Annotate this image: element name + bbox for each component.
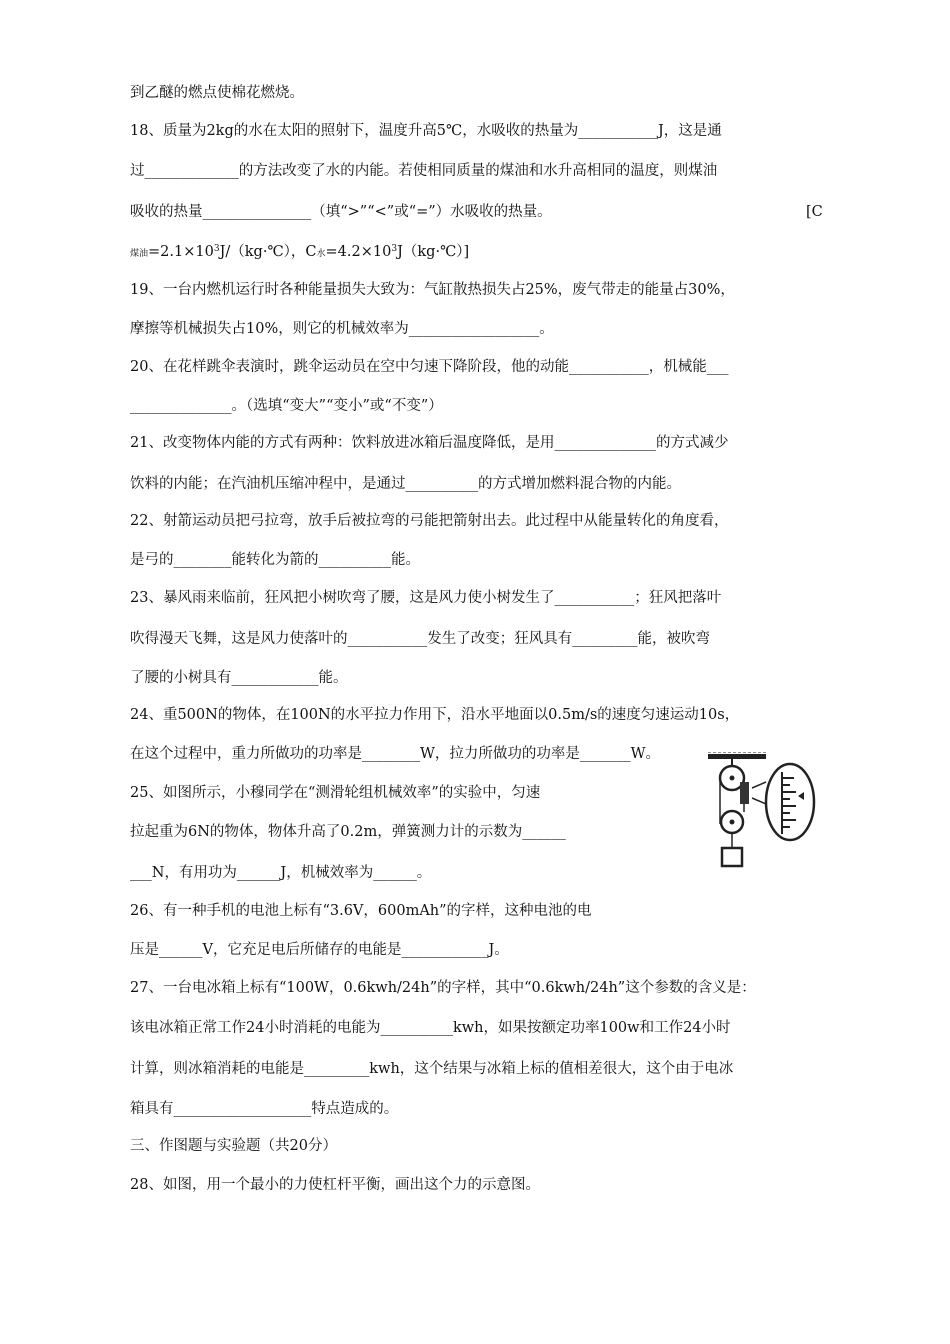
formula-text: J/（kg·℃），C xyxy=(219,244,317,260)
text-line: 吸收的热量_______________（填“>”“<”或“=”）水吸收的热量。 xyxy=(130,204,552,220)
question-25: 25、如图所示，小穆同学在“测滑轮组机械效率”的实验中，匀速 xyxy=(130,785,541,801)
text-line: ___N，有用功为______J，机械效率为______。 xyxy=(130,865,432,881)
section-heading: 三、作图题与实验题（共20分） xyxy=(130,1138,337,1154)
text-line: 到乙醚的燃点使棉花燃烧。 xyxy=(130,85,304,101)
formula-text: =2.1×10 xyxy=(148,244,214,260)
pulley-spring-scale-icon xyxy=(704,752,822,880)
text-line: ______________。（选填“变大”“变小”或“不变”） xyxy=(130,398,443,414)
question-24: 24、重500N的物体，在100N的水平拉力作用下，沿水平地面以0.5m/s的速度匀速运动10s， xyxy=(130,707,740,723)
text-line: 是弓的________能转化为箭的__________能。 xyxy=(130,552,420,568)
question-19: 19、一台内燃机运行时各种能量损失大致为：气缸散热损失占25%，废气带走的能量占30%， xyxy=(130,282,735,298)
text-line: 拉起重为6N的物体，物体升高了0.2m，弹簧测力计的示数为______ xyxy=(130,824,566,840)
subscript: 煤油 xyxy=(130,249,149,259)
question-20: 20、在花样跳伞表演时，跳伞运动员在空中匀速下降阶段，他的动能___________，机械能___ xyxy=(130,359,729,375)
question-28: 28、如图，用一个最小的力使杠杆平衡，画出这个力的示意图。 xyxy=(130,1177,540,1193)
question-21: 21、改变物体内能的方式有两种：饮料放进冰箱后温度降低，是用______________的方式减少 xyxy=(130,435,729,451)
superscript: 3 xyxy=(213,244,220,254)
formula-line xyxy=(130,245,469,260)
question-18: 18、质量为2kg的水在太阳的照射下，温度升高5℃，水吸收的热量为___________J，这是通 xyxy=(130,123,722,139)
question-26: 26、有一种手机的电池上标有“3.6V，600mAh”的字样，这种电池的电 xyxy=(130,903,592,919)
formula-text: =4.2×10 xyxy=(325,244,392,260)
text-line: 吹得漫天飞舞，这是风力使落叶的___________发生了改变；狂风具有_________能，被吹弯 xyxy=(130,631,710,647)
subscript: 水 xyxy=(316,249,326,259)
text-line: 计算，则冰箱消耗的电能是_________kwh，这个结果与冰箱上标的值相差很大，这个由于电冰 xyxy=(130,1061,734,1077)
text-line: 饮料的内能；在汽油机压缩冲程中，是通过__________的方式增加燃料混合物的内能。 xyxy=(130,476,681,492)
formula-text: J（kg·℃）] xyxy=(397,244,470,260)
text-line: 该电冰箱正常工作24小时消耗的电能为__________kwh，如果按额定功率100w和工作24小时 xyxy=(130,1020,731,1036)
text-line: [C xyxy=(806,204,823,220)
question-23: 23、暴风雨来临前，狂风把小树吹弯了腰，这是风力使小树发生了___________；狂风把落叶 xyxy=(130,590,722,606)
text-line: 箱具有___________________特点造成的。 xyxy=(130,1101,399,1117)
question-22: 22、射箭运动员把弓拉弯，放手后被拉弯的弓能把箭射出去。此过程中从能量转化的角度看， xyxy=(130,513,729,529)
text-line: 了腰的小树具有____________能。 xyxy=(130,670,348,686)
text-line: 压是______V，它充足电后所储存的电能是____________J。 xyxy=(130,942,509,958)
text-line: 过_____________的方法改变了水的内能。若使相同质量的煤油和水升高相同的温度，则煤油 xyxy=(130,163,718,179)
superscript: 3 xyxy=(391,244,398,254)
text-line: 摩擦等机械损失占10%，则它的机械效率为__________________。 xyxy=(130,321,554,337)
text-line: 在这个过程中，重力所做功的功率是________W，拉力所做功的功率是_______W。 xyxy=(130,746,661,762)
question-27: 27、一台电冰箱上标有“100W，0.6kwh/24h”的字样，其中“0.6kwh/24h”这个参数的含义是： xyxy=(130,980,756,996)
